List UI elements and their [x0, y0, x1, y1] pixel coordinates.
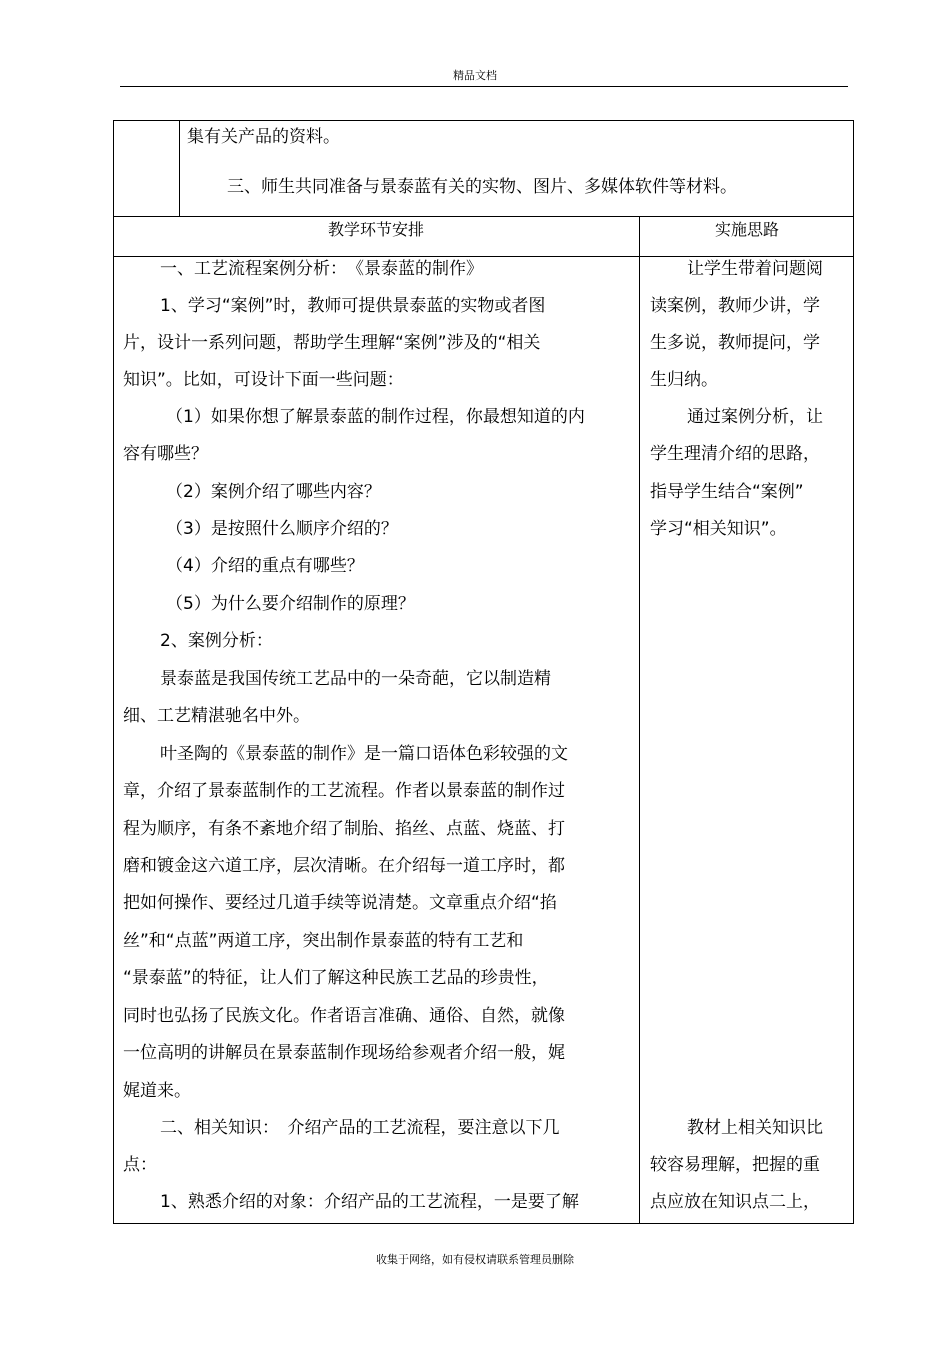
side-line: 指导学生结合“案例”: [650, 482, 804, 502]
side-line: 让学生带着问题阅: [687, 259, 823, 279]
main-line: 1、熟悉介绍的对象：介绍产品的工艺流程，一是要了解: [160, 1192, 579, 1212]
top-section-divider: [113, 216, 854, 217]
main-line: 知识”。比如，可设计下面一些问题：: [123, 370, 404, 390]
main-line: 同时也弘扬了民族文化。作者语言准确、通俗、自然，就像: [123, 1006, 565, 1026]
main-line: 容有哪些？: [123, 444, 208, 464]
side-line: 较容易理解，把握的重: [650, 1155, 820, 1175]
side-line: 通过案例分析，让: [687, 407, 823, 427]
main-line: 程为顺序，有条不紊地介绍了制胎、掐丝、点蓝、烧蓝、打: [123, 819, 565, 839]
top-line: 三、师生共同准备与景泰蓝有关的实物、图片、多媒体软件等材料。: [227, 177, 737, 197]
side-line: 教材上相关知识比: [687, 1118, 823, 1138]
main-line: 点：: [123, 1155, 157, 1175]
main-line: （2）案例介绍了哪些内容？: [166, 482, 381, 502]
side-line: 生多说，教师提问，学: [650, 333, 820, 353]
column-header-approach: 实施思路: [714, 220, 779, 239]
main-line: （3）是按照什么顺序介绍的？: [166, 519, 398, 539]
main-line: 章，介绍了景泰蓝制作的工艺流程。作者以景泰蓝的制作过: [123, 781, 565, 801]
main-line: 2、案例分析：: [160, 631, 273, 651]
side-line: 学生理清介绍的思路，: [650, 444, 820, 464]
main-line: 磨和镀金这六道工序，层次清晰。在介绍每一道工序时，都: [123, 856, 565, 876]
top-left-column-divider: [179, 120, 180, 217]
column-header-arrangement: 教学环节安排: [327, 220, 424, 239]
main-line: （1）如果你想了解景泰蓝的制作过程，你最想知道的内: [166, 407, 585, 427]
main-line: 一位高明的讲解员在景泰蓝制作现场给参观者介绍一般，娓: [123, 1043, 565, 1063]
main-line: 1、学习“案例”时，教师可提供景泰蓝的实物或者图: [160, 296, 546, 316]
main-line: 叶圣陶的《景泰蓝的制作》是一篇口语体色彩较强的文: [160, 744, 568, 764]
main-line: 娓道来。: [123, 1081, 191, 1101]
main-line: 把如何操作、要经过几道手续等说清楚。文章重点介绍“掐: [123, 893, 557, 913]
header-divider: [120, 86, 848, 87]
main-line: （5）为什么要介绍制作的原理？: [166, 594, 415, 614]
side-line: 学习“相关知识”。: [650, 519, 787, 539]
page-footer: 收集于网络，如有侵权请联系管理员删除: [376, 1253, 574, 1266]
main-line: 片，设计一系列问题，帮助学生理解“案例”涉及的“相关: [123, 333, 541, 353]
header-row-divider: [113, 256, 854, 257]
side-line: 读案例，教师少讲，学: [650, 296, 820, 316]
main-line: “景泰蓝”的特征，让人们了解这种民族工艺品的珍贵性，: [123, 968, 549, 988]
main-line: 景泰蓝是我国传统工艺品中的一朵奇葩，它以制造精: [160, 669, 551, 689]
main-line: 细、工艺精湛驰名中外。: [123, 706, 310, 726]
main-line: 丝”和“点蓝”两道工序，突出制作景泰蓝的特有工艺和: [123, 931, 524, 951]
main-line: 一、工艺流程案例分析： 《景泰蓝的制作》: [160, 259, 483, 279]
side-line: 点应放在知识点二上，: [650, 1192, 820, 1212]
main-line: （4）介绍的重点有哪些？: [166, 556, 364, 576]
top-line: 集有关产品的资料。: [187, 127, 340, 147]
page-header: 精品文档: [453, 69, 497, 82]
side-line: 生归纳。: [650, 370, 718, 390]
main-column-divider: [639, 216, 640, 1224]
main-line: 二、相关知识： 介绍产品的工艺流程，要注意以下几: [160, 1118, 560, 1138]
